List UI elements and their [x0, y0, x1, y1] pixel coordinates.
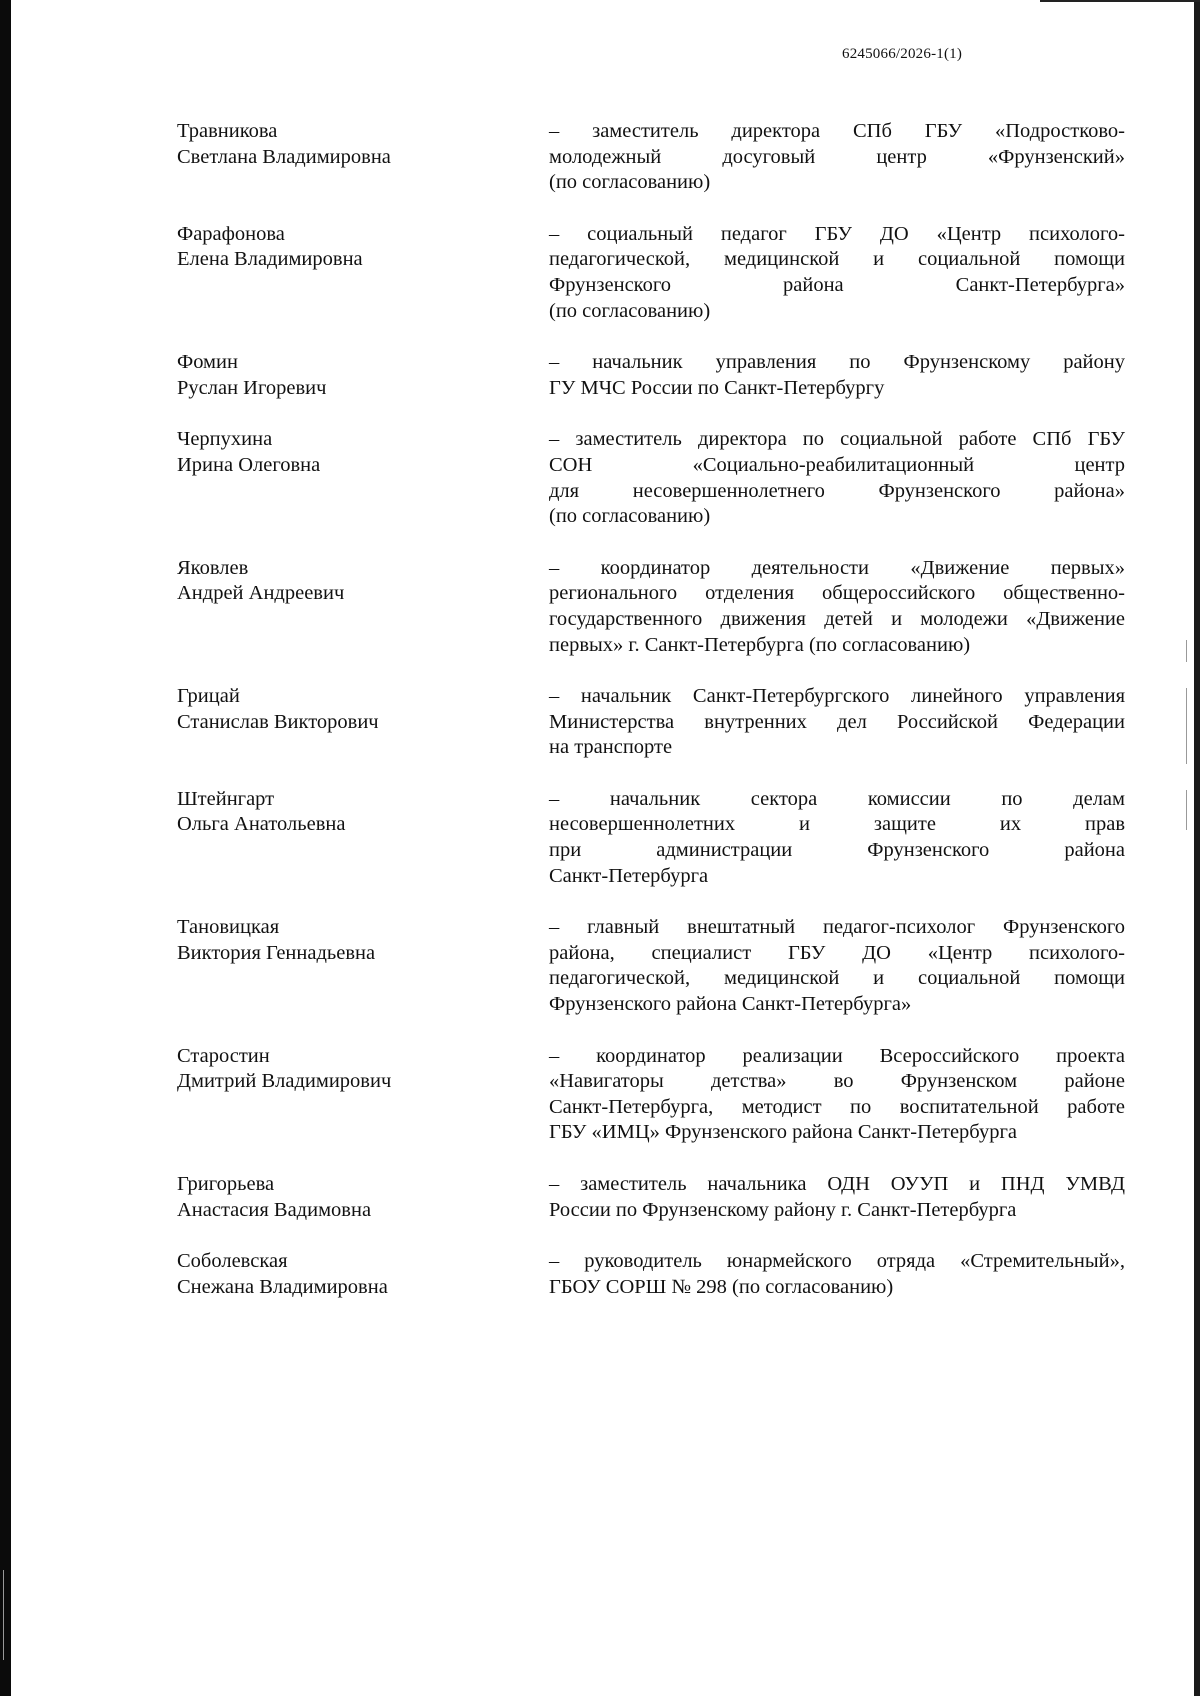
member-role-line: (по согласованию) [549, 505, 711, 528]
member-role-line: Министерства внутренних дел Российской Федерации [549, 710, 1125, 733]
member-role-line: – начальник сектора комиссии по делам [549, 787, 1125, 810]
member-given-names: Ольга Анатольевна [177, 813, 346, 836]
member-role-line: – начальник Санкт-Петербургского линейного управления [549, 685, 1125, 708]
member-role-line: (по согласованию) [549, 299, 711, 322]
member-role-line: СОН «Социально-реабилитационный центр [549, 453, 1125, 476]
member-surname: Грицай [177, 685, 240, 708]
member-role-line: для несовершеннолетнего Фрунзенского района» [549, 479, 1125, 502]
member-given-names: Елена Владимировна [177, 248, 363, 271]
member-role [549, 1249, 1125, 1300]
member-role-line: «Навигаторы детства» во Фрунзенском районе [549, 1070, 1125, 1093]
member-surname: Штейнгарт [177, 787, 275, 810]
member-given-names: Станислав Викторович [177, 710, 379, 733]
scan-border-left [0, 0, 11, 1696]
member-entry [177, 119, 1125, 196]
member-name [177, 1172, 549, 1223]
member-surname: Старостин [177, 1044, 270, 1067]
member-role-line: Фрунзенского района Санкт-Петербурга» [549, 993, 912, 1016]
member-role-line: – начальник управления по Фрунзенскому району [549, 351, 1125, 374]
member-surname: Яковлев [177, 556, 249, 579]
member-entry [177, 1249, 1125, 1300]
member-name [177, 1249, 549, 1300]
member-entry [177, 787, 1125, 889]
member-role-line: Санкт-Петербурга [549, 864, 709, 887]
member-surname: Черпухина [177, 428, 273, 451]
member-role [549, 787, 1125, 889]
member-name [177, 684, 549, 761]
member-role-line: – главный внештатный педагог-психолог Фрунзенского [549, 916, 1125, 939]
member-role-line: молодежный досуговый центр «Фрунзенский» [549, 145, 1125, 168]
member-name [177, 350, 549, 401]
member-name [177, 119, 549, 196]
member-name [177, 427, 549, 529]
member-role-line: – заместитель директора СПб ГБУ «Подростково- [549, 120, 1125, 142]
member-role-line: ГБУ «ИМЦ» Фрунзенского района Санкт-Петербурга [549, 1121, 1017, 1144]
member-entry [177, 350, 1125, 401]
member-role [549, 427, 1125, 529]
member-entry [177, 1044, 1125, 1146]
member-role-line: при администрации Фрунзенского района [549, 839, 1125, 862]
member-given-names: Дмитрий Владимирович [177, 1070, 392, 1093]
member-surname: Григорьева [177, 1173, 275, 1195]
member-surname: Тановицкая [177, 916, 280, 939]
scan-artifact [1186, 790, 1187, 830]
member-role-line: (по согласованию) [549, 171, 711, 194]
member-role-line: района, специалист ГБУ ДО «Центр психолого- [549, 941, 1125, 964]
scan-artifact [1186, 640, 1187, 662]
member-surname: Соболевская [177, 1250, 288, 1273]
member-entry [177, 1172, 1125, 1223]
member-role-line: Санкт-Петербурга, методист по воспитательной работе [549, 1095, 1125, 1118]
member-role-line: – руководитель юнармейского отряда «Стремительный», [549, 1250, 1125, 1273]
member-role [549, 1172, 1125, 1223]
member-entry [177, 915, 1125, 1017]
member-role [549, 915, 1125, 1017]
member-role-line: – заместитель начальника ОДН ОУУП и ПНД УМВД [549, 1173, 1125, 1195]
scan-artifact [3, 1570, 4, 1660]
member-role-line: государственного движения детей и молодежи «Движение [549, 607, 1125, 630]
member-role-line: педагогической, медицинской и социальной помощи [549, 967, 1125, 990]
scan-border-right [1194, 0, 1200, 1696]
member-name [177, 556, 549, 658]
member-name [177, 915, 549, 1017]
member-name [177, 1044, 549, 1146]
member-role [549, 684, 1125, 761]
member-role-line: несовершеннолетних и защите их прав [549, 813, 1125, 836]
member-role-line: России по Фрунзенскому району г. Санкт-Петербурга [549, 1198, 1017, 1221]
member-role-line: ГБОУ СОРШ № 298 (по согласованию) [549, 1275, 894, 1298]
member-given-names: Ирина Олеговна [177, 453, 321, 476]
member-role-line: регионального отделения общероссийского общественно- [549, 582, 1125, 605]
member-role-line: – координатор деятельности «Движение первых» [549, 556, 1125, 579]
member-surname: Фарафонова [177, 222, 285, 245]
member-role-line: ГУ МЧС России по Санкт-Петербургу [549, 376, 885, 399]
member-surname: Травникова [177, 120, 278, 142]
member-entry [177, 684, 1125, 761]
member-role-line: на транспорте [549, 736, 673, 759]
member-given-names: Анастасия Вадимовна [177, 1198, 372, 1221]
member-role-line: Фрунзенского района Санкт-Петербурга» [549, 273, 1125, 296]
member-role-line: – заместитель директора по социальной работе СПб ГБУ [549, 428, 1125, 451]
member-role [549, 556, 1125, 658]
member-role-line: педагогической, медицинской и социальной помощи [549, 248, 1125, 271]
member-given-names: Виктория Геннадьевна [177, 941, 376, 964]
member-role [549, 119, 1125, 196]
scan-artifact [1186, 688, 1187, 764]
member-role [549, 350, 1125, 401]
member-given-names: Андрей Андреевич [177, 582, 345, 605]
document-number: 6245066/2026-1(1) [842, 46, 963, 62]
member-entry [177, 427, 1125, 529]
member-role-line: – социальный педагог ГБУ ДО «Центр психолого- [549, 222, 1125, 245]
commission-member-list [177, 119, 1125, 1300]
member-role [549, 1044, 1125, 1146]
member-entry [177, 222, 1125, 324]
member-name [177, 787, 549, 889]
member-given-names: Руслан Игоревич [177, 376, 327, 399]
member-role-line: – координатор реализации Всероссийского проекта [549, 1044, 1125, 1067]
member-entry [177, 556, 1125, 658]
member-role [549, 222, 1125, 324]
member-surname: Фомин [177, 351, 238, 374]
member-given-names: Снежана Владимировна [177, 1275, 388, 1298]
member-given-names: Светлана Владимировна [177, 145, 391, 168]
member-name [177, 222, 549, 324]
scan-border-top [1040, 0, 1200, 2]
member-role-line: первых» г. Санкт-Петербурга (по согласованию) [549, 633, 971, 656]
